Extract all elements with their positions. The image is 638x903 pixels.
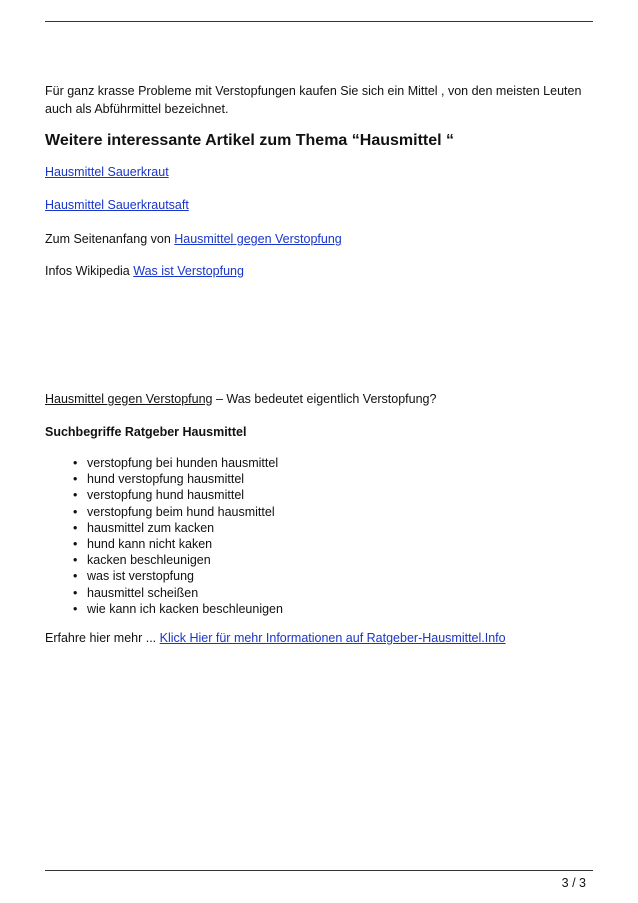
list-item: [45, 471, 283, 487]
bullet-icon: •: [73, 585, 78, 600]
keyword-text: hausmittel zum kacken: [87, 520, 215, 535]
list-item: [45, 455, 283, 471]
bullet-icon: •: [73, 456, 78, 470]
list-item: [45, 601, 283, 617]
keyword-text: was ist verstopfung: [87, 569, 194, 584]
link-line-sauerkraut: [45, 165, 169, 179]
keyword-text: verstopfung beim hund hausmittel: [87, 504, 275, 519]
bullet-icon: •: [73, 504, 78, 519]
list-item: [45, 520, 283, 536]
header-rule: [45, 21, 593, 22]
more-info-prefix: Erfahre hier mehr ...: [45, 631, 160, 645]
keywords-list: [45, 455, 283, 617]
link-hausmittel-gegen-verstopfung[interactable]: Hausmittel gegen Verstopfung: [174, 232, 342, 246]
bullet-icon: •: [73, 520, 78, 535]
list-item: [45, 585, 283, 601]
page-number: 3 / 3: [561, 876, 586, 890]
keyword-text: verstopfung hund hausmittel: [87, 488, 245, 503]
bullet-icon: •: [73, 553, 78, 568]
list-item: [45, 568, 283, 584]
keyword-text: verstopfung bei hunden hausmittel: [87, 456, 279, 470]
keyword-text: wie kann ich kacken beschleunigen: [87, 601, 283, 616]
link-hausmittel-sauerkraut[interactable]: Hausmittel Sauerkraut: [45, 165, 169, 179]
back-to-top-line: [45, 232, 342, 246]
wikipedia-prefix: Infos Wikipedia: [45, 264, 134, 278]
list-item: [45, 504, 283, 520]
back-to-top-prefix: Zum Seitenanfang von: [45, 232, 175, 246]
list-item: [45, 536, 283, 552]
footer-rule: [45, 870, 593, 871]
list-item: [45, 487, 283, 503]
bullet-icon: •: [73, 537, 78, 552]
keyword-text: hund kann nicht kaken: [87, 537, 213, 552]
related-articles-heading: Weitere interessante Artikel zum Thema “Hausmittel “: [45, 132, 455, 149]
keyword-text: hund verstopfung hausmittel: [87, 472, 245, 487]
link-ratgeber-hausmittel-info[interactable]: Klick Hier für mehr Informationen auf Ratgeber-Hausmittel.Info: [159, 631, 506, 645]
bullet-icon: •: [73, 472, 78, 487]
bullet-icon: •: [73, 601, 78, 616]
question-line: [45, 392, 436, 406]
link-hausmittel-sauerkrautsaft[interactable]: Hausmittel Sauerkrautsaft: [45, 198, 189, 212]
link-line-sauerkrautsaft: [45, 198, 189, 212]
question-suffix: – Was bedeutet eigentlich Verstopfung?: [212, 392, 437, 406]
link-was-ist-verstopfung[interactable]: Was ist Verstopfung: [133, 264, 244, 278]
keyword-text: hausmittel scheißen: [87, 585, 199, 600]
wikipedia-line: [45, 264, 244, 278]
page-content: [45, 82, 593, 645]
link-hausmittel-gegen-verstopfung-question[interactable]: Hausmittel gegen Verstopfung: [45, 392, 213, 406]
intro-paragraph: Für ganz krasse Probleme mit Verstopfungen kaufen Sie sich ein Mittel , von den meisten Leuten auch als Abführmittel bezeichnet.: [45, 84, 582, 116]
more-info-line: [45, 631, 506, 645]
keyword-text: kacken beschleunigen: [87, 553, 211, 568]
bullet-icon: •: [73, 488, 78, 503]
list-item: [45, 552, 283, 568]
keywords-heading: Suchbegriffe Ratgeber Hausmittel: [45, 425, 247, 439]
bullet-icon: •: [73, 569, 78, 584]
